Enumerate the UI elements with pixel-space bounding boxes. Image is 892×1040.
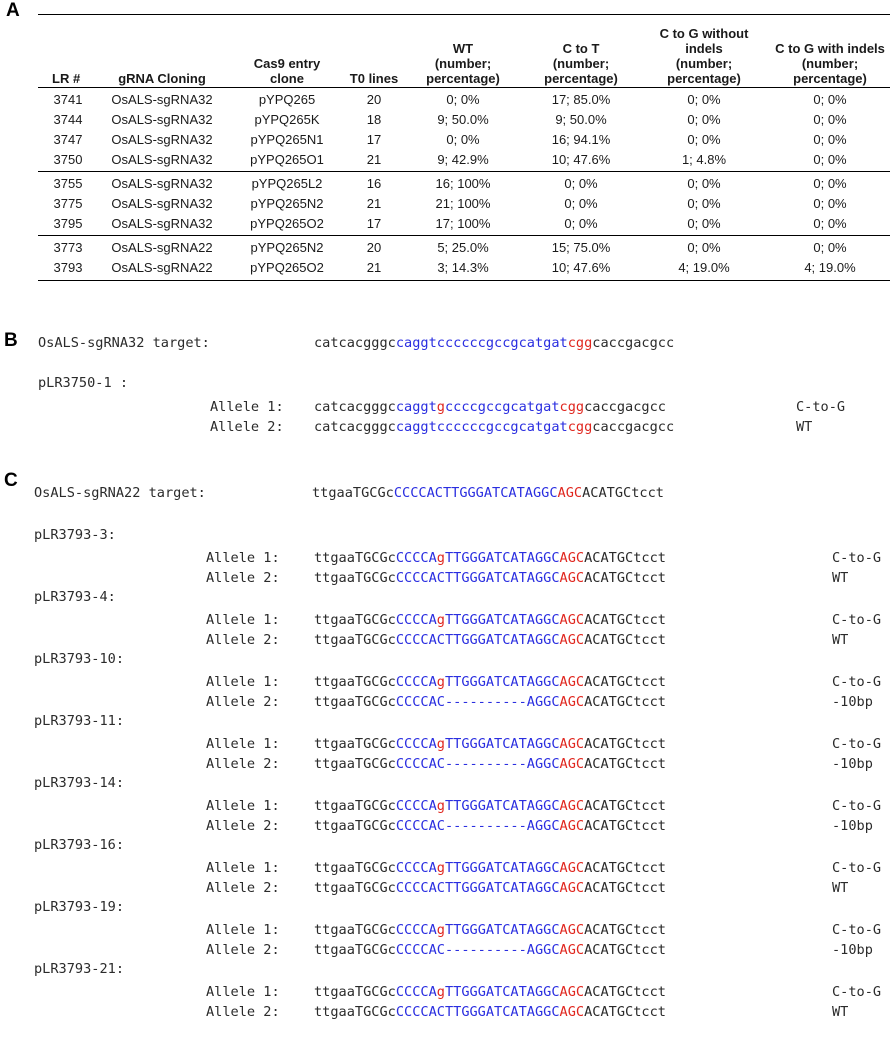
allele-sequence	[314, 673, 666, 691]
table-cell: 20	[366, 92, 382, 107]
allele-note: -10bp	[832, 694, 873, 710]
table-cell: 0; 0%	[813, 112, 847, 127]
column-header-text	[775, 41, 885, 86]
table-cell: 0; 0%	[446, 92, 480, 107]
allele-sequence	[314, 921, 666, 939]
sequence-flank: ACATGCtcct	[584, 798, 666, 814]
sequence-flank: ttgaaTGCGc	[312, 485, 394, 501]
table-cell: pYPQ265O2	[250, 260, 324, 275]
sequence-mismatch: AGC	[557, 485, 583, 501]
sequence-mismatch: AGC	[559, 1004, 585, 1020]
column-header-line: C to G without	[659, 26, 749, 41]
sequence-protospacer: CCCCACTTGGGATCATAGGC	[395, 632, 560, 648]
table-cell: pYPQ265L2	[251, 176, 323, 191]
sequence-mismatch: g	[436, 736, 445, 752]
column-header-text	[52, 71, 80, 86]
panel-label-c: C	[4, 470, 18, 491]
table-cell: OsALS-sgRNA32	[111, 132, 213, 147]
allele-note: -10bp	[832, 942, 873, 958]
sequence-protospacer: ccccgccgcatgat	[444, 399, 560, 415]
table-cell: 17; 85.0%	[551, 92, 611, 107]
sequence-protospacer: CCCCA	[395, 922, 437, 938]
table-cell: 5; 25.0%	[437, 240, 489, 255]
table-cell: 17; 100%	[435, 216, 491, 231]
sequence-flank: ACATGCtcct	[584, 880, 666, 896]
table-cell: 0; 0%	[813, 152, 847, 167]
allele-note: WT	[832, 570, 849, 586]
table-cell: 9; 50.0%	[437, 112, 489, 127]
column-header	[96, 14, 228, 86]
sequence-flank: ACATGCtcct	[584, 736, 666, 752]
table-cell: pYPQ265K	[254, 112, 320, 127]
sequence-protospacer: TTGGGATCATAGGC	[444, 984, 560, 1000]
allele-sequence	[314, 983, 666, 1001]
table-rule	[38, 171, 890, 172]
table-cell: 0; 0%	[687, 132, 721, 147]
sequence-flank: caccgacgcc	[592, 335, 675, 351]
allele-sequence	[314, 1003, 666, 1021]
sequence-protospacer: caggtccccccgccgcatgat	[395, 419, 568, 435]
sequence-protospacer: CCCCA	[395, 984, 437, 1000]
table-cell: 0; 0%	[564, 176, 598, 191]
table-cell: 0; 0%	[564, 216, 598, 231]
sequence-flank: ttgaaTGCGc	[314, 818, 396, 834]
table-cell: 21	[366, 196, 382, 211]
table-cell: 9; 50.0%	[555, 112, 607, 127]
table-cell: 3755	[53, 176, 83, 191]
table-cell: 4; 19.0%	[678, 260, 730, 275]
allele-note: C-to-G	[832, 922, 882, 938]
column-header-text	[660, 26, 749, 86]
table-cell: OsALS-sgRNA32	[111, 112, 213, 127]
sequence-protospacer: CCCCACTTGGGATCATAGGC	[393, 485, 558, 501]
column-header-line: C to G with indels	[775, 41, 885, 56]
sequence-flank: ttgaaTGCGc	[314, 984, 396, 1000]
sequence-protospacer: caggt	[395, 399, 437, 415]
sequence-mismatch: AGC	[559, 632, 585, 648]
line-label: pLR3793-3:	[34, 527, 116, 543]
table-row	[38, 238, 890, 258]
target-sequence	[312, 484, 664, 502]
table-cell: 16	[366, 176, 382, 191]
table-cell: 20	[366, 240, 382, 255]
column-header	[344, 14, 404, 86]
sequence-protospacer: caggtccccccgccgcatgat	[395, 335, 568, 351]
sequence-flank: ttgaaTGCGc	[314, 756, 396, 772]
line-label: pLR3793-4:	[34, 589, 116, 605]
sequence-flank: ACATGCtcct	[584, 756, 666, 772]
column-header-line: C to T	[562, 41, 600, 56]
allele-note: C-to-G	[796, 399, 846, 415]
sequence-flank: ACATGCtcct	[584, 632, 666, 648]
sequence-mismatch: AGC	[559, 798, 585, 814]
line-label: pLR3793-10:	[34, 651, 125, 667]
table-cell: 4; 19.0%	[804, 260, 856, 275]
column-header	[640, 14, 768, 86]
column-header-line: (number;	[552, 56, 610, 71]
column-header-line: percentage)	[426, 71, 500, 86]
allele-note: C-to-G	[832, 612, 882, 628]
column-header-line: percentage)	[667, 71, 741, 86]
table-cell: pYPQ265O2	[250, 216, 324, 231]
column-header-line: WT	[452, 41, 474, 56]
sequence-protospacer: CCCCA	[395, 612, 437, 628]
column-header-line: indels	[685, 41, 723, 56]
allele-label: Allele 1:	[206, 798, 280, 814]
column-header-line: Cas9 entry	[253, 56, 321, 71]
sequence-mismatch: g	[436, 612, 445, 628]
table-cell: OsALS-sgRNA32	[111, 152, 213, 167]
line-label: pLR3793-21:	[34, 961, 125, 977]
table-cell: 21	[366, 260, 382, 275]
table-cell: pYPQ265O1	[250, 152, 324, 167]
sequence-mismatch: g	[436, 550, 445, 566]
table-cell: 0; 0%	[446, 132, 480, 147]
sequence-protospacer: CCCCA	[395, 798, 437, 814]
sequence-flank: ACATGCtcct	[584, 570, 666, 586]
table-cell: 0; 0%	[687, 92, 721, 107]
sequence-flank: ACATGCtcct	[584, 942, 666, 958]
table-cell: OsALS-sgRNA32	[111, 176, 213, 191]
column-header-line: (number;	[801, 56, 859, 71]
allele-label: Allele 2:	[206, 818, 280, 834]
line-label: pLR3793-16:	[34, 837, 125, 853]
sequence-flank: ACATGCtcct	[584, 612, 666, 628]
column-header-text	[118, 71, 206, 86]
allele-label: Allele 1:	[206, 984, 280, 1000]
table-rule-bottom	[38, 280, 890, 281]
sequence-flank: ACATGCtcct	[584, 694, 666, 710]
sequence-flank: catcacgggc	[314, 419, 396, 435]
allele-label: Allele 1:	[206, 736, 280, 752]
allele-sequence	[314, 693, 666, 711]
sequence-mismatch: AGC	[559, 570, 585, 586]
column-header-line: LR #	[52, 71, 81, 86]
allele-sequence	[314, 611, 666, 629]
allele-sequence	[314, 859, 666, 877]
sequence-protospacer: CCCCA	[395, 736, 437, 752]
table-cell: 3; 14.3%	[437, 260, 489, 275]
sequence-mismatch: g	[436, 674, 445, 690]
allele-label: Allele 1:	[206, 860, 280, 876]
sequence-mismatch: AGC	[559, 756, 585, 772]
sequence-protospacer: CCCCA	[395, 674, 437, 690]
sequence-mismatch: AGC	[559, 674, 585, 690]
allele-sequence	[314, 549, 666, 567]
allele-note: WT	[796, 419, 813, 435]
allele-note: C-to-G	[832, 674, 882, 690]
panel-label-b: B	[4, 330, 18, 351]
sequence-flank: ACATGCtcct	[584, 922, 666, 938]
sequence-mismatch: AGC	[559, 984, 585, 1000]
sequence-flank: ACATGCtcct	[584, 1004, 666, 1020]
table-cell: 3775	[53, 196, 83, 211]
table-cell: 17	[366, 132, 382, 147]
allele-label: Allele 2:	[206, 632, 280, 648]
table-cell: 0; 0%	[813, 216, 847, 231]
sequence-mismatch: AGC	[559, 694, 585, 710]
table-cell: 3741	[53, 92, 83, 107]
table-cell: 3795	[53, 216, 83, 231]
sequence-protospacer: CCCCA	[395, 860, 437, 876]
sequence-flank: ttgaaTGCGc	[314, 570, 396, 586]
target-label: OsALS-sgRNA32 target:	[38, 335, 210, 351]
allele-label: Allele 2:	[206, 570, 280, 586]
sequence-mismatch: g	[436, 798, 445, 814]
table-cell: OsALS-sgRNA32	[111, 196, 213, 211]
sequence-flank: ttgaaTGCGc	[314, 942, 396, 958]
table-cell: pYPQ265N2	[250, 196, 324, 211]
table-cell: 3793	[53, 260, 83, 275]
table-cell: 0; 0%	[687, 216, 721, 231]
table-row	[38, 194, 890, 214]
table-row	[38, 174, 890, 194]
allele-sequence	[314, 879, 666, 897]
column-header	[770, 14, 890, 86]
table-cell: pYPQ265N2	[250, 240, 324, 255]
sequence-protospacer: CCCCAC----------AGGC	[395, 694, 560, 710]
table-cell: 0; 0%	[813, 132, 847, 147]
column-header-line: gRNA Cloning	[118, 71, 206, 86]
sequence-flank: ACATGCtcct	[584, 818, 666, 834]
line-label: pLR3750-1 :	[38, 375, 129, 391]
sequence-protospacer: TTGGGATCATAGGC	[444, 922, 560, 938]
column-header-text	[350, 71, 398, 86]
sequence-mismatch: g	[436, 860, 445, 876]
column-header	[522, 14, 640, 86]
line-label: pLR3793-11:	[34, 713, 125, 729]
sequence-flank: ttgaaTGCGc	[314, 632, 396, 648]
table-cell: 0; 0%	[687, 196, 721, 211]
line-label: pLR3793-14:	[34, 775, 125, 791]
target-sequence	[314, 334, 674, 352]
allele-sequence	[314, 817, 666, 835]
sequence-mismatch: AGC	[559, 612, 585, 628]
table-cell: 17	[366, 216, 382, 231]
allele-sequence	[314, 398, 666, 416]
table-cell: 10; 47.6%	[551, 260, 611, 275]
sequence-flank: caccgacgcc	[584, 399, 666, 415]
column-header-line: (number;	[434, 56, 492, 71]
allele-label: Allele 2:	[210, 419, 284, 435]
allele-label: Allele 1:	[206, 674, 280, 690]
sequence-protospacer: TTGGGATCATAGGC	[444, 550, 560, 566]
sequence-flank: ttgaaTGCGc	[314, 694, 396, 710]
sequence-mismatch: AGC	[559, 942, 585, 958]
allele-sequence	[314, 941, 666, 959]
table-cell: 0; 0%	[564, 196, 598, 211]
sequence-mismatch: AGC	[559, 860, 585, 876]
table-cell: OsALS-sgRNA22	[111, 260, 213, 275]
sequence-protospacer: CCCCAC----------AGGC	[395, 818, 560, 834]
sequence-protospacer: TTGGGATCATAGGC	[444, 674, 560, 690]
sequence-flank: caccgacgcc	[592, 419, 675, 435]
table-cell: 0; 0%	[813, 196, 847, 211]
sequence-flank: ttgaaTGCGc	[314, 798, 396, 814]
allele-label: Allele 2:	[206, 694, 280, 710]
column-header	[404, 14, 522, 86]
table-cell: 21	[366, 152, 382, 167]
allele-note: -10bp	[832, 818, 873, 834]
table-cell: pYPQ265	[258, 92, 316, 107]
allele-label: Allele 2:	[206, 1004, 280, 1020]
sequence-protospacer: CCCCACTTGGGATCATAGGC	[395, 880, 560, 896]
allele-note: WT	[832, 880, 849, 896]
table-row	[38, 258, 890, 278]
table-row	[38, 90, 890, 110]
table-cell: 0; 0%	[687, 112, 721, 127]
line-label: pLR3793-19:	[34, 899, 125, 915]
table-cell: 0; 0%	[813, 92, 847, 107]
column-header-line: clone	[270, 71, 304, 86]
allele-sequence	[314, 755, 666, 773]
table-cell: 16; 100%	[435, 176, 491, 191]
allele-label: Allele 2:	[206, 756, 280, 772]
sequence-mismatch: AGC	[559, 818, 585, 834]
column-header-line: percentage)	[793, 71, 867, 86]
column-header	[228, 14, 346, 86]
allele-label: Allele 1:	[210, 399, 284, 415]
sequence-flank: ACATGCtcct	[584, 550, 666, 566]
allele-note: -10bp	[832, 756, 873, 772]
allele-sequence	[314, 735, 666, 753]
sequence-protospacer: TTGGGATCATAGGC	[444, 798, 560, 814]
table-cell: 18	[366, 112, 382, 127]
sequence-flank: ttgaaTGCGc	[314, 736, 396, 752]
allele-label: Allele 1:	[206, 612, 280, 628]
sequence-mismatch: AGC	[559, 880, 585, 896]
sequence-protospacer: CCCCACTTGGGATCATAGGC	[395, 1004, 560, 1020]
column-header-line: T0 lines	[349, 71, 399, 86]
sequence-flank: ACATGCtcct	[584, 860, 666, 876]
sequence-flank: ttgaaTGCGc	[314, 674, 396, 690]
allele-label: Allele 2:	[206, 942, 280, 958]
table-row	[38, 214, 890, 234]
sequence-mismatch: g	[436, 399, 445, 415]
sequence-flank: ACATGCtcct	[584, 984, 666, 1000]
column-header	[38, 14, 98, 86]
sequence-protospacer: TTGGGATCATAGGC	[444, 860, 560, 876]
table-cell: OsALS-sgRNA22	[111, 240, 213, 255]
column-header-text	[254, 56, 320, 86]
table-cell: 16; 94.1%	[551, 132, 611, 147]
allele-note: C-to-G	[832, 984, 882, 1000]
allele-sequence	[314, 569, 666, 587]
table-cell: 15; 75.0%	[551, 240, 611, 255]
sequence-mismatch: g	[436, 922, 445, 938]
sequence-protospacer: TTGGGATCATAGGC	[444, 612, 560, 628]
sequence-flank: ttgaaTGCGc	[314, 922, 396, 938]
table-cell: 10; 47.6%	[551, 152, 611, 167]
sequence-flank: ACATGCtcct	[584, 674, 666, 690]
table-cell: 3744	[53, 112, 83, 127]
column-header-line: percentage)	[544, 71, 618, 86]
table-row	[38, 150, 890, 170]
allele-sequence	[314, 631, 666, 649]
sequence-flank: ttgaaTGCGc	[314, 860, 396, 876]
table-cell: 3747	[53, 132, 83, 147]
table-cell: OsALS-sgRNA32	[111, 216, 213, 231]
table-row	[38, 110, 890, 130]
allele-label: Allele 1:	[206, 922, 280, 938]
allele-note: C-to-G	[832, 550, 882, 566]
table-cell: 0; 0%	[813, 240, 847, 255]
sequence-mismatch: cgg	[567, 335, 593, 351]
column-header-text	[426, 41, 500, 86]
allele-label: Allele 2:	[206, 880, 280, 896]
column-header-text	[544, 41, 618, 86]
allele-note: C-to-G	[832, 736, 882, 752]
sequence-mismatch: cgg	[559, 399, 585, 415]
sequence-mismatch: AGC	[559, 922, 585, 938]
table-cell: 21; 100%	[435, 196, 491, 211]
allele-sequence	[314, 418, 674, 436]
table-row	[38, 130, 890, 150]
sequence-mismatch: AGC	[559, 736, 585, 752]
sequence-flank: ttgaaTGCGc	[314, 550, 396, 566]
table-cell: pYPQ265N1	[250, 132, 324, 147]
allele-label: Allele 1:	[206, 550, 280, 566]
sequence-mismatch: g	[436, 984, 445, 1000]
allele-note: WT	[832, 632, 849, 648]
allele-note: C-to-G	[832, 860, 882, 876]
table-cell: 0; 0%	[687, 176, 721, 191]
table-cell: 0; 0%	[687, 240, 721, 255]
allele-sequence	[314, 797, 666, 815]
sequence-mismatch: cgg	[567, 419, 593, 435]
allele-note: C-to-G	[832, 798, 882, 814]
sequence-flank: catcacgggc	[314, 399, 396, 415]
column-header-line: (number;	[675, 56, 733, 71]
sequence-flank: ttgaaTGCGc	[314, 612, 396, 628]
sequence-protospacer: TTGGGATCATAGGC	[444, 736, 560, 752]
table-cell: OsALS-sgRNA32	[111, 92, 213, 107]
target-label: OsALS-sgRNA22 target:	[34, 485, 206, 501]
sequence-protospacer: CCCCAC----------AGGC	[395, 756, 560, 772]
table-cell: 9; 42.9%	[437, 152, 489, 167]
sequence-flank: ACATGCtcct	[582, 485, 664, 501]
table-cell: 0; 0%	[813, 176, 847, 191]
table-rule	[38, 235, 890, 236]
sequence-protospacer: CCCCA	[395, 550, 437, 566]
table-cell: 3750	[53, 152, 83, 167]
table-rule	[38, 87, 890, 88]
sequence-protospacer: CCCCACTTGGGATCATAGGC	[395, 570, 560, 586]
table-cell: 1; 4.8%	[681, 152, 727, 167]
sequence-flank: ttgaaTGCGc	[314, 880, 396, 896]
panel-label-a: A	[6, 0, 20, 21]
sequence-flank: catcacgggc	[314, 335, 396, 351]
sequence-flank: ttgaaTGCGc	[314, 1004, 396, 1020]
sequence-protospacer: CCCCAC----------AGGC	[395, 942, 560, 958]
allele-note: WT	[832, 1004, 849, 1020]
sequence-mismatch: AGC	[559, 550, 585, 566]
table-cell: 3773	[53, 240, 83, 255]
